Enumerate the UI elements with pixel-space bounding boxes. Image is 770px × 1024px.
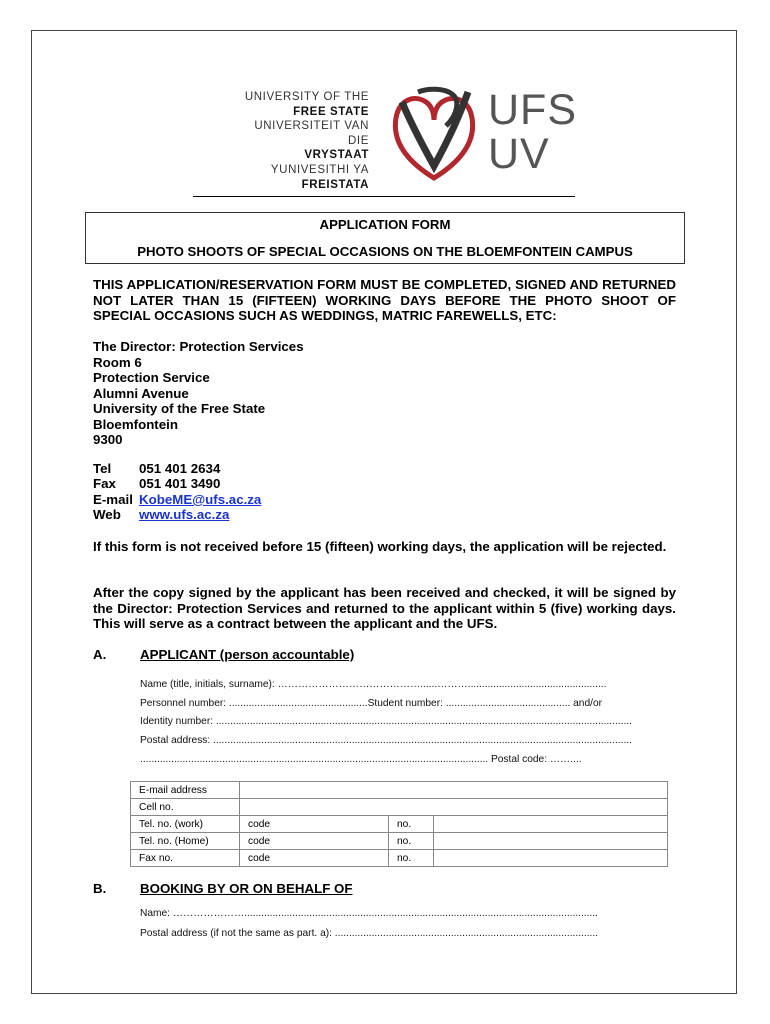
postal-code-field[interactable]: ........................................................................................................................... Postal code: …….... — [140, 754, 582, 765]
logo-line: FREISTATA — [301, 178, 369, 191]
logo-abbr-ufs: UFS — [488, 86, 577, 134]
number-entry-cell[interactable] — [434, 816, 668, 833]
number-entry-cell[interactable] — [434, 833, 668, 850]
number-cell[interactable]: no. — [389, 850, 434, 867]
heart-emblem-icon — [388, 86, 480, 186]
logo-line: VRYSTAAT — [304, 149, 369, 162]
code-cell[interactable]: code — [240, 833, 389, 850]
table-row — [131, 816, 668, 833]
intro-paragraph: THIS APPLICATION/RESERVATION FORM MUST BE COMPLETED, SIGNED AND RETURNED NOT LATER THAN 15 (FIFTEEN) WORKING DAYS BEFORE THE PHOTO SHOOT OF SPECIAL OCCASIONS SUCH AS WEDDINGS, MATRIC FAREWELLS, ETC: — [93, 277, 676, 323]
number-cell[interactable]: no. — [389, 816, 434, 833]
table-cell-label: Tel. no. (Home) — [131, 833, 240, 850]
section-a-title: APPLICANT (person accountable) — [140, 647, 355, 662]
contact-details-table — [130, 781, 668, 867]
fax-label: Fax — [93, 476, 116, 492]
section-b-letter: B. — [93, 881, 107, 896]
contact-table — [93, 461, 261, 523]
tel-value: 051 401 2634 — [139, 461, 221, 476]
table-row — [131, 833, 668, 850]
logo-line: YUNIVESITHI YA — [270, 163, 369, 176]
web-label: Web — [93, 507, 121, 523]
logo-divider — [193, 196, 575, 197]
section-b-title: BOOKING BY OR ON BEHALF OF — [140, 881, 353, 896]
logo-abbr-uv: UV — [488, 130, 550, 178]
logo-line: UNIVERSITEIT VAN DIE — [254, 120, 369, 147]
postal-address-field[interactable]: Postal address: .................................................................................................................................................... — [140, 735, 632, 746]
number-entry-cell[interactable] — [434, 850, 668, 867]
table-cell-label: Fax no. — [131, 850, 240, 867]
email-label: E-mail — [93, 491, 133, 507]
logo-wordmark — [235, 90, 369, 192]
form-title: APPLICATION FORM — [319, 217, 451, 232]
number-cell[interactable]: no. — [389, 833, 434, 850]
title-box — [85, 212, 685, 264]
booking-name-field[interactable]: Name: …………………............................................................................................................................. — [140, 908, 598, 919]
notice-contract: After the copy signed by the applicant has been received and checked, it will be signed by the Director: Protection Services and returned to the applicant within 5 (five) working days. This will serve as a contract between the applicant and the UFS. — [93, 585, 676, 631]
address-line: 9300 — [93, 432, 123, 447]
table-row — [131, 782, 668, 799]
web-link[interactable]: www.ufs.ac.za — [139, 507, 230, 523]
address-line: Alumni Avenue — [93, 385, 189, 401]
booking-postal-address-field[interactable]: Postal address (if not the same as part. a): ............................................................................................. — [140, 928, 599, 939]
identity-number-field[interactable]: Identity number: ................................................................................................................................................... — [140, 716, 632, 727]
address-line: Bloemfontein — [93, 416, 178, 432]
code-cell[interactable]: code — [240, 816, 389, 833]
table-row — [131, 850, 668, 867]
cell-entry-cell[interactable] — [240, 799, 668, 816]
table-cell-label: Cell no. — [131, 799, 240, 816]
logo-line: FREE STATE — [293, 105, 369, 118]
table-row — [131, 799, 668, 816]
university-logo — [198, 80, 578, 192]
section-a-letter: A. — [93, 647, 107, 662]
email-entry-cell[interactable] — [240, 782, 668, 799]
fax-value: 051 401 3490 — [139, 476, 221, 492]
form-subtitle: PHOTO SHOOTS OF SPECIAL OCCASIONS ON THE BLOEMFONTEIN CAMPUS — [137, 244, 633, 259]
notice-rejection: If this form is not received before 15 (fifteen) working days, the application will be rejected. — [93, 539, 667, 554]
logo-line: UNIVERSITY OF THE — [244, 91, 369, 103]
personnel-student-field[interactable]: Personnel number: .................................................Student number: ............................................ and/or — [140, 698, 603, 709]
logo-abbreviation — [488, 88, 577, 176]
address-line: Protection Service — [93, 370, 210, 385]
address-block — [93, 339, 493, 448]
address-line: The Director: Protection Services — [93, 339, 304, 354]
table-cell-label: E-mail address — [131, 782, 240, 799]
tel-label: Tel — [93, 461, 112, 476]
email-link[interactable]: KobeME@ufs.ac.za — [139, 491, 262, 507]
address-line: Room 6 — [93, 354, 142, 370]
code-cell[interactable]: code — [240, 850, 389, 867]
table-cell-label: Tel. no. (work) — [131, 816, 240, 833]
name-field[interactable]: Name (title, initials, surname): ……………………………………......………................................................. — [140, 679, 607, 690]
address-line: University of the Free State — [93, 401, 266, 416]
